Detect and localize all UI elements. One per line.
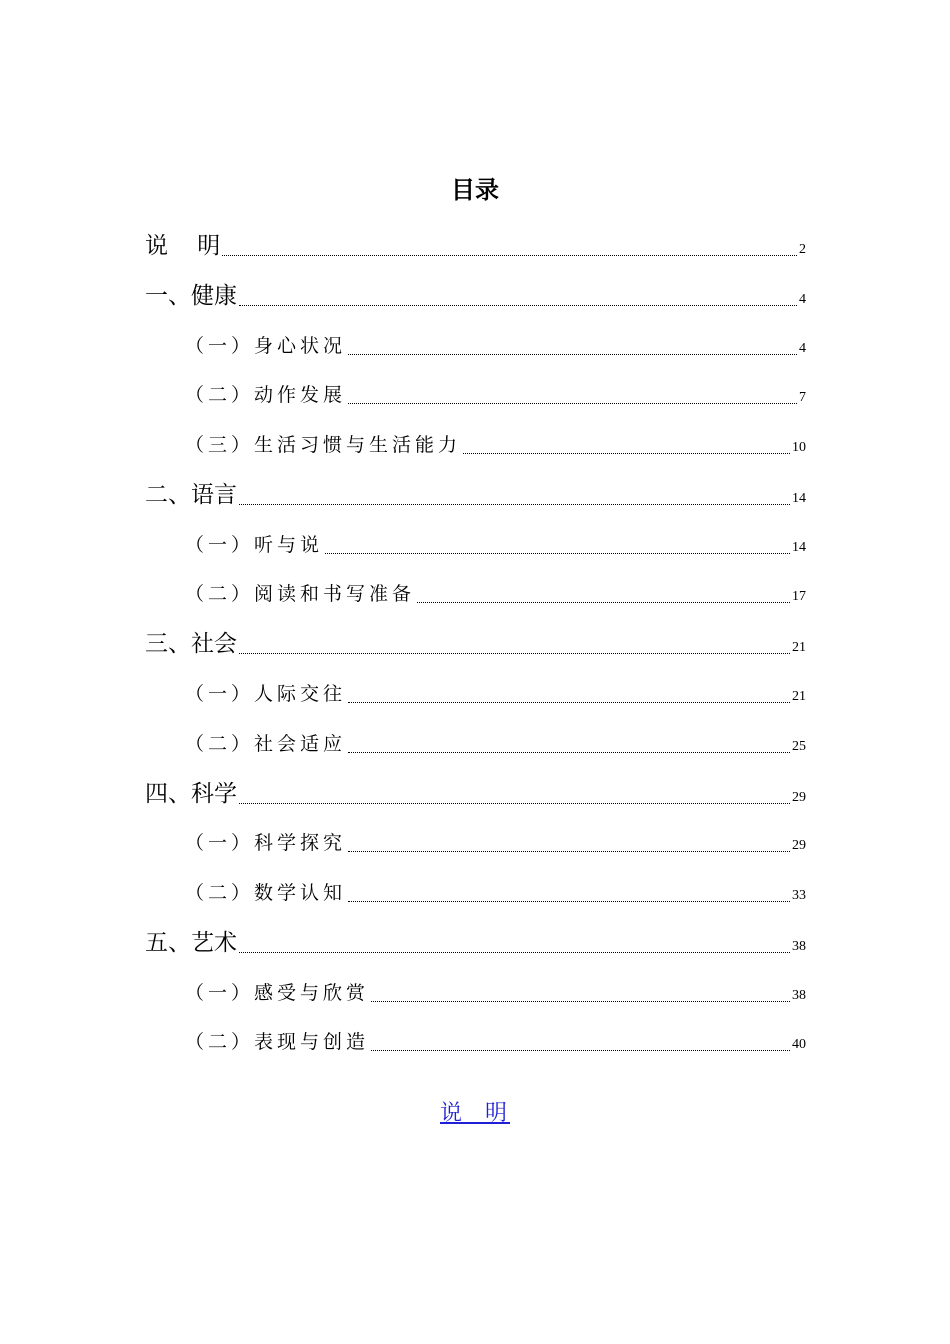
toc-entry-page: 33 — [792, 888, 806, 903]
toc-leader-dots — [325, 553, 790, 554]
toc-entry-label: 四、科学 — [145, 781, 237, 807]
toc-entry-language-2[interactable] — [185, 569, 806, 609]
toc-entry-science[interactable] — [145, 770, 806, 810]
toc-leader-dots — [371, 1050, 790, 1051]
toc-entry-label: （一）科学探究 — [185, 832, 347, 854]
toc-entry-science-1[interactable] — [185, 818, 806, 858]
toc-entry-label: （二）表现与创造 — [185, 1031, 370, 1053]
toc-entry-page: 40 — [792, 1037, 806, 1052]
toc-entry-art-1[interactable] — [185, 968, 806, 1008]
toc-leader-dots — [348, 901, 790, 902]
toc-entry-label: （一）感受与欣赏 — [185, 982, 370, 1004]
explanation-heading-link[interactable]: 说 明 — [440, 1101, 510, 1126]
toc-entry-label: 三、社会 — [145, 631, 237, 657]
toc-entry-explanation[interactable] — [145, 222, 806, 262]
toc-entry-label: （二）社会适应 — [185, 733, 347, 755]
toc-entry-page: 7 — [799, 390, 806, 405]
toc-entry-label: （一）人际交往 — [185, 683, 347, 705]
toc-leader-dots — [348, 354, 797, 355]
toc-leader-dots — [348, 403, 797, 404]
toc-entry-language[interactable] — [145, 471, 806, 511]
toc-entry-language-1[interactable] — [185, 520, 806, 560]
toc-entry-page: 21 — [792, 640, 806, 655]
toc-entry-society-1[interactable] — [185, 669, 806, 709]
toc-entry-health-1[interactable] — [185, 321, 806, 361]
toc-leader-dots — [348, 752, 790, 753]
toc-leader-dots — [239, 653, 790, 654]
toc-entry-health[interactable] — [145, 272, 806, 312]
toc-entry-page: 29 — [792, 838, 806, 853]
toc-leader-dots — [239, 504, 790, 505]
toc-entry-label: （二）阅读和书写准备 — [185, 583, 416, 605]
toc-title: 目录 — [451, 176, 499, 204]
toc-entry-label: 说 明 — [145, 233, 221, 259]
toc-entry-art-2[interactable] — [185, 1017, 806, 1057]
toc-entry-page: 21 — [792, 689, 806, 704]
toc-entry-page: 17 — [792, 589, 806, 604]
toc-leader-dots — [239, 305, 797, 306]
toc-entry-page: 4 — [799, 341, 806, 356]
toc-entry-page: 25 — [792, 739, 806, 754]
toc-entry-label: 一、健康 — [145, 283, 237, 309]
toc-leader-dots — [222, 255, 797, 256]
toc-entry-society-2[interactable] — [185, 719, 806, 759]
toc-entry-label: 五、艺术 — [145, 930, 237, 956]
toc-entry-label: 二、语言 — [145, 482, 237, 508]
toc-leader-dots — [417, 602, 790, 603]
toc-leader-dots — [348, 851, 790, 852]
toc-entry-science-2[interactable] — [185, 868, 806, 908]
toc-entry-label: （三）生活习惯与生活能力 — [185, 434, 462, 456]
toc-entry-page: 2 — [799, 242, 806, 257]
toc-entry-label: （一）听与说 — [185, 534, 324, 556]
explanation-heading — [0, 1097, 950, 1131]
toc-entry-label: （一）身心状况 — [185, 335, 347, 357]
toc-entry-page: 38 — [792, 939, 806, 954]
toc-leader-dots — [239, 803, 790, 804]
toc-leader-dots — [348, 702, 790, 703]
toc-entry-page: 38 — [792, 988, 806, 1003]
toc-entry-page: 14 — [792, 540, 806, 555]
toc-entry-health-3[interactable] — [185, 420, 806, 460]
toc-leader-dots — [239, 952, 790, 953]
toc-entry-art[interactable] — [145, 919, 806, 959]
toc-leader-dots — [371, 1001, 790, 1002]
toc-leader-dots — [463, 453, 790, 454]
toc-entry-label: （二）数学认知 — [185, 882, 347, 904]
toc-entry-label: （二）动作发展 — [185, 384, 347, 406]
toc-entry-society[interactable] — [145, 620, 806, 660]
toc-entry-page: 4 — [799, 292, 806, 307]
toc-entry-page: 29 — [792, 790, 806, 805]
toc-entry-health-2[interactable] — [185, 370, 806, 410]
toc-entry-page: 10 — [792, 440, 806, 455]
toc-entry-page: 14 — [792, 491, 806, 506]
